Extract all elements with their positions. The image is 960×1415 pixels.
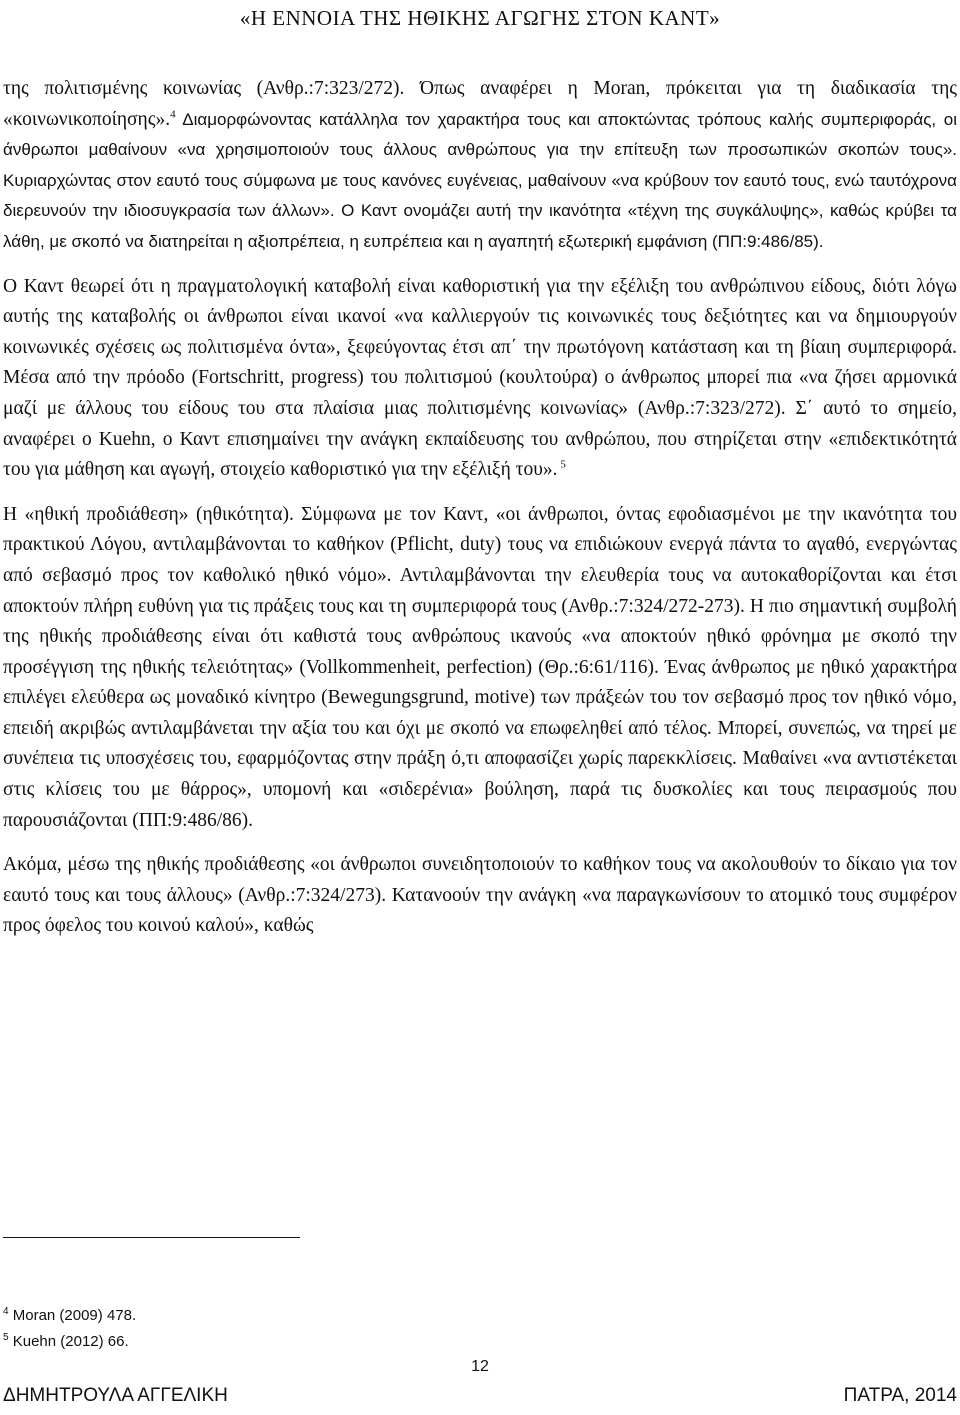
paragraph <box>3 850 957 942</box>
paragraph <box>3 74 957 258</box>
footer-author: ΔΗΜΗΤΡΟΥΛΑ ΑΓΓΕΛΙΚΗ <box>3 1385 228 1406</box>
paragraph-text: Διαμορφώνοντας κατάλληλα τον χαρακτήρα τους και αποκτώντας τρόπους καλής συμπεριφοράς, οι άνθρωποι μαθαίνουν «να χρησιμοποιούν τους άλλους ανθρώπους για την επίτευξη των προσωπικών σκοπών τους». <box>3 109 957 160</box>
page-footer <box>3 1385 957 1407</box>
paragraph-text: Κυριαρχώντας στον εαυτό τους σύμφωνα με τους κανόνες ευγένειας, μαθαίνουν «να κρύβουν τον εαυτό τους, ενώ ταυτόχρονα διερευνούν την ιδιοσυγκρασία των άλλων». Ο Καντ ονομάζει αυτή την ικανότητα «τέχνη της συγκάλυψης», καθώς κρύβει τα λάθη, με σκοπό να διατηρείται η αξιοπρέπεια, η ευπρέπεια και η αγαπητή εξωτερική εμφάνιση (ΠΠ:9:486/85). <box>3 170 957 251</box>
paragraph-text: Η «ηθική προδιάθεση» (ηθικότητα). Σύμφωνα με τον Καντ, «οι άνθρωποι, όντας εφοδιασμένοι με την ικανότητα του πρακτικού Λόγου, αντιλαμβάνονται το καθήκον (Pflicht, duty) τους να επιδιώκουν ενεργά πάντα το αγαθό, ενεργώντας από σεβασμό προς τον καθολικό ηθικό νόμο». Αντιλαμβάνονται την ελευθερία τους να αυτοκαθορίζονται και έτσι αποκτούν πλήρη ευθύνη για τις πράξεις τους και τη συμπεριφορά τους (Ανθρ.:7:324/272-273). Η πιο σημαντική συμβολή της ηθικής προδιάθεσης είναι ότι καθιστά τους ανθρώπους ικανούς «να αποκτούν ηθικό φρόνημα με σκοπό την προσέγγιση της ηθικής τελειότητας» (Vollkommenheit, perfection) (Θρ.:6:61/116). Ένας άνθρωπος με ηθικό χαρακτήρα επιλέγει ελεύθερα ως μοναδικό κίνητρο (Bewegungsgrund, motive) των πράξεών του τον σεβασμό προς τον ηθικό νόμο, επειδή ακριβώς αντιλαμβάνεται την αξία του και όχι με σκοπό να επωφεληθεί από τέλος. Μπορεί, συνεπώς, να τηρεί με συνέπεια τις υποσχέσεις του, εφαρμόζοντας στην πράξη ό,τι αποφασίζει χωρίς παρεκκλίσεις. Μαθαίνει «να αντιστέκεται στις κλίσεις του με θάρρος», υπομονή και «σιδερένια» βούληση, παρά τις δυσκολίες και τους πειρασμούς που παρουσιάζονται (ΠΠ:9:486/86). <box>3 503 957 831</box>
footnote-divider <box>3 1237 300 1238</box>
footnote-text: Moran (2009) 478. <box>8 1307 137 1324</box>
paragraph <box>3 500 957 837</box>
footnote-item <box>3 1329 136 1355</box>
footnote-text: Kuehn (2012) 66. <box>8 1333 129 1350</box>
footer-place-year: ΠΑΤΡΑ, 2014 <box>843 1385 957 1406</box>
footnote-number: 5 <box>3 1332 9 1343</box>
footnote-number: 4 <box>3 1306 9 1317</box>
paragraph-text: της πολιτισμένης κοινωνίας (Ανθρ.:7:323/272). Όπως αναφέρει η Moran, πρόκειται για τη διαδικασία της «κοινωνικοποίησης». <box>3 78 957 130</box>
paragraph-text: Ακόμα, μέσω της ηθικής προδιάθεσης «οι άνθρωποι συνειδητοποιούν το καθήκον τους να ακολουθούν το δίκαιο για τον εαυτό τους και τους άλλους» (Ανθρ.:7:324/273). Κατανοούν την ανάγκη «να παραγκωνίσουν το ατομικό τους συμφέρον προς όφελος του κοινού καλού», καθώς <box>3 854 957 937</box>
footnotes <box>3 1303 136 1355</box>
running-header: «Η ΕΝΝΟΙΑ ΤΗΣ ΗΘΙΚΗΣ ΑΓΩΓΗΣ ΣΤΟΝ ΚΑΝΤ» <box>239 6 721 30</box>
body-text <box>3 74 957 956</box>
paragraph-text: Ο Καντ θεωρεί ότι η πραγματολογική καταβολή είναι καθοριστική για την εξέλιξη του ανθρώπινου είδους, διότι λόγω αυτής της καταβολής οι άνθρωποι είναι ικανοί «να καλλιεργούν τις κοινωνικές τους δεξιότητες και να δημιουργούν κοινωνικές σχέσεις ως πολιτισμένα όντα», ξεφεύγοντας έτσι απ΄ την πρωτόγονη κατάσταση και τη βίαιη συμπεριφορά. Μέσα από την πρόοδο (Fortschritt, progress) του πολιτισμού (κουλτούρα) ο άνθρωπος μπορεί πια «να ζήσει αρμονικά μαζί με άλλους του είδους του στα πλαίσια μιας πολιτισμένης κοινωνίας» (Ανθρ.:7:323/272). Σ΄ αυτό το σημείο, αναφέρει ο Kuehn, ο Καντ επισημαίνει την ανάγκη εκπαίδευσης του ανθρώπου, που στηρίζεται στην «επιδεκτικότητά του για μάθηση και αγωγή, στοιχείο καθοριστικό για την εξέλιξή του». <box>3 275 957 481</box>
paragraph <box>3 272 957 486</box>
page-number: 12 <box>471 1358 489 1375</box>
footnote-ref: 5 <box>557 458 566 471</box>
footnote-item <box>3 1303 136 1329</box>
footnote-ref: 4 <box>170 108 176 121</box>
